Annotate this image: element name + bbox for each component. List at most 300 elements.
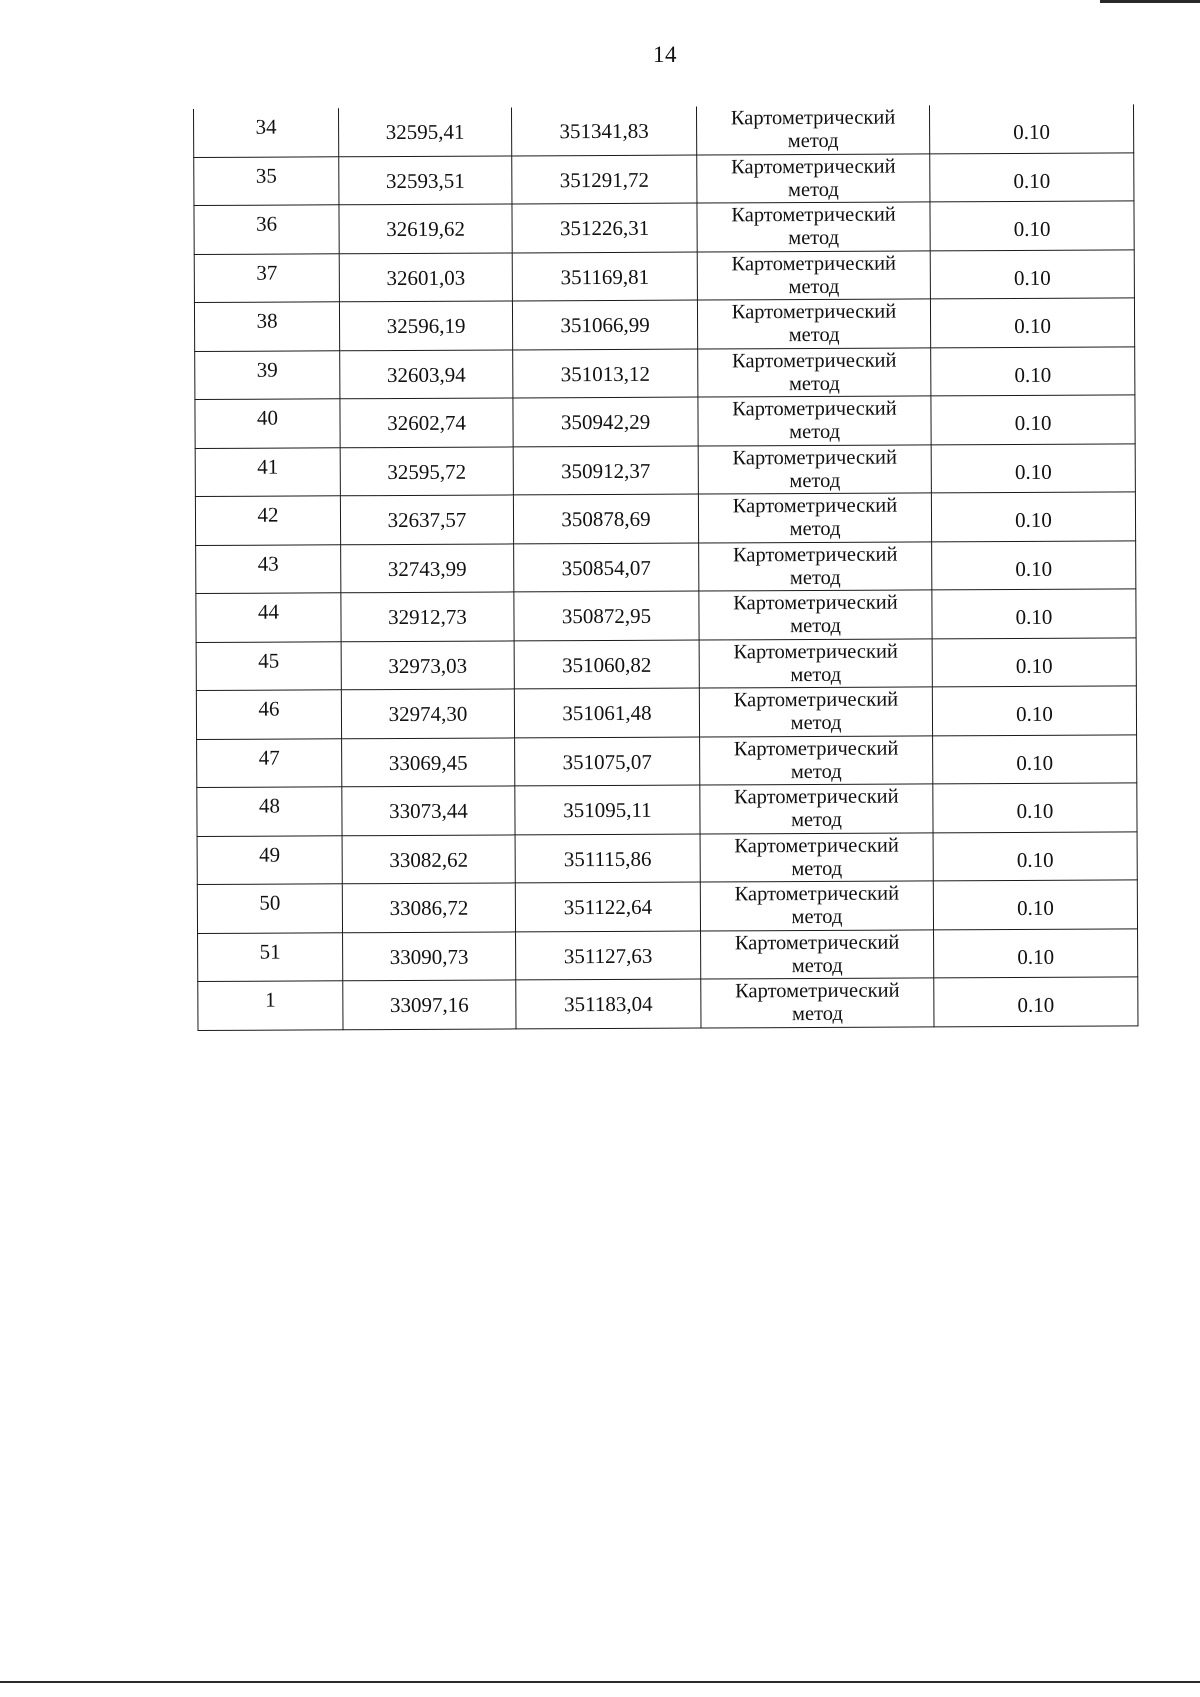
y-coordinate: 351115,86 <box>563 846 652 871</box>
y-coordinate: 351066,99 <box>560 313 650 338</box>
accuracy-value: 0.10 <box>1014 362 1052 387</box>
y-coordinate: 350878,69 <box>561 507 651 532</box>
x-coordinate-cell <box>343 931 516 980</box>
point-number-cell-content <box>194 206 338 254</box>
x-coordinate: 32593,51 <box>385 168 465 193</box>
method-line-2: метод <box>787 130 839 153</box>
y-coordinate-cell <box>513 397 698 446</box>
y-coordinate-cell <box>513 446 698 495</box>
point-number-cell-content <box>196 497 340 545</box>
accuracy-cell <box>933 880 1137 929</box>
x-coordinate-cell <box>341 592 514 641</box>
point-number-cell-content <box>196 545 340 593</box>
accuracy-cell <box>929 104 1133 153</box>
point-number-cell-content <box>195 351 339 399</box>
accuracy-value: 0.10 <box>1017 993 1055 1018</box>
y-coordinate: 351095,11 <box>563 798 652 823</box>
y-coordinate-cell-content <box>515 737 699 785</box>
method-line-2: метод <box>788 275 840 298</box>
accuracy-value: 0.10 <box>1013 168 1051 193</box>
accuracy-value: 0.10 <box>1016 896 1054 921</box>
point-number: 44 <box>257 599 280 624</box>
method-text <box>697 204 929 251</box>
y-coordinate: 350912,37 <box>561 458 651 483</box>
point-number: 34 <box>255 114 277 139</box>
accuracy-cell-content <box>932 493 1135 541</box>
method-line-2: метод <box>791 857 843 880</box>
table-row <box>195 443 1135 496</box>
y-coordinate: 351169,81 <box>560 264 650 289</box>
point-number: 42 <box>257 502 279 527</box>
method-cell <box>696 105 929 154</box>
x-coordinate: 32595,41 <box>385 119 465 145</box>
method-cell <box>699 590 932 640</box>
accuracy-value: 0.10 <box>1016 847 1054 872</box>
x-coordinate: 33097,16 <box>389 992 469 1018</box>
x-coordinate-cell-content <box>339 156 511 204</box>
y-coordinate-cell <box>515 737 700 786</box>
y-coordinate: 351061,48 <box>562 701 652 726</box>
method-text <box>700 737 932 784</box>
table-row <box>196 540 1136 593</box>
point-number-cell <box>197 884 342 933</box>
y-coordinate-cell <box>512 300 697 349</box>
accuracy-cell-content <box>934 929 1137 977</box>
method-cell <box>700 832 933 882</box>
table-row <box>196 637 1136 690</box>
method-cell-content <box>699 494 931 542</box>
method-cell-content <box>697 203 929 251</box>
x-coordinate-cell <box>339 252 512 301</box>
accuracy-cell-content <box>932 541 1135 589</box>
accuracy-cell <box>931 346 1135 395</box>
accuracy-value: 0.10 <box>1013 217 1051 242</box>
y-coordinate: 350872,95 <box>561 604 652 629</box>
point-number-cell-content <box>197 788 341 836</box>
y-coordinate-cell <box>515 785 700 834</box>
x-coordinate: 32602,74 <box>387 410 466 436</box>
point-number-cell-content <box>196 594 340 642</box>
table-row <box>196 589 1136 642</box>
accuracy-cell-content <box>931 396 1134 444</box>
y-coordinate-cell-content <box>513 301 697 349</box>
method-cell <box>697 299 930 349</box>
accuracy-cell <box>930 201 1134 250</box>
point-number: 47 <box>258 745 280 770</box>
method-cell-content <box>698 397 930 445</box>
table-row <box>197 783 1137 836</box>
accuracy-value: 0.10 <box>1016 750 1054 775</box>
method-line-2: метод <box>790 712 842 735</box>
method-line-1: Картометрический <box>731 155 896 179</box>
point-number: 40 <box>256 405 279 430</box>
point-number: 1 <box>265 987 276 1012</box>
accuracy-value: 0.10 <box>1013 120 1051 145</box>
y-coordinate-cell <box>512 155 697 204</box>
method-cell-content <box>697 154 929 202</box>
point-number-cell <box>195 447 340 496</box>
method-cell <box>697 202 930 252</box>
method-cell-content <box>698 251 930 299</box>
method-line-1: Картометрический <box>731 203 896 227</box>
x-coordinate-cell-content <box>343 932 515 980</box>
y-coordinate-cell <box>515 882 700 931</box>
x-coordinate-cell-content <box>343 835 515 883</box>
accuracy-cell <box>931 395 1135 444</box>
y-coordinate-cell <box>514 688 699 737</box>
y-coordinate-cell-content <box>512 155 696 203</box>
method-line-1: Картометрический <box>733 640 898 664</box>
table-row <box>195 492 1135 545</box>
y-coordinate-cell-content <box>515 640 699 688</box>
y-coordinate-cell-content <box>513 252 697 300</box>
point-number-cell <box>196 641 341 690</box>
accuracy-cell <box>933 734 1137 783</box>
point-number-cell-content <box>198 885 342 933</box>
accuracy-cell <box>932 589 1136 638</box>
accuracy-cell-content <box>931 347 1134 395</box>
method-cell <box>699 687 932 737</box>
x-coordinate-cell <box>341 543 514 592</box>
method-line-2: метод <box>790 615 842 638</box>
accuracy-value: 0.10 <box>1014 411 1052 436</box>
y-coordinate: 351291,72 <box>559 167 650 192</box>
method-text <box>700 786 932 833</box>
point-number: 50 <box>259 890 281 915</box>
point-number-cell <box>197 787 342 836</box>
accuracy-cell-content <box>932 590 1135 638</box>
y-coordinate-cell-content <box>513 349 697 397</box>
y-coordinate: 351122,64 <box>563 895 653 920</box>
method-cell <box>701 978 934 1028</box>
method-cell <box>698 493 931 543</box>
point-number-cell-content <box>194 109 338 157</box>
accuracy-cell <box>934 977 1138 1026</box>
point-number: 51 <box>259 939 281 964</box>
x-coordinate-cell-content <box>340 350 512 398</box>
y-coordinate: 351060,82 <box>562 652 652 677</box>
y-coordinate-cell-content <box>515 689 699 737</box>
method-text <box>699 446 931 493</box>
point-number-cell-content <box>197 642 341 690</box>
method-cell-content <box>701 833 933 881</box>
x-coordinate-cell-content <box>342 641 514 689</box>
x-coordinate-cell <box>340 446 513 495</box>
coordinates-table-body <box>194 104 1138 1030</box>
y-coordinate-cell <box>513 494 698 543</box>
point-number-cell-content <box>197 739 341 787</box>
method-text <box>701 931 933 978</box>
x-coordinate-cell <box>342 834 515 883</box>
method-text <box>698 398 930 445</box>
point-number: 48 <box>258 793 280 818</box>
method-line-2: метод <box>791 906 843 929</box>
accuracy-cell <box>930 249 1134 298</box>
x-coordinate-cell-content <box>343 884 515 932</box>
point-number-cell <box>196 593 341 642</box>
point-number: 38 <box>256 308 278 333</box>
x-coordinate-cell <box>342 786 515 835</box>
y-coordinate: 351226,31 <box>559 216 650 241</box>
y-coordinate-cell-content <box>516 883 700 931</box>
method-cell-content <box>701 979 933 1027</box>
accuracy-cell-content <box>930 202 1133 250</box>
x-coordinate: 33082,62 <box>389 847 469 872</box>
point-number-cell-content <box>198 933 342 981</box>
y-coordinate-cell-content <box>512 107 696 155</box>
method-cell <box>700 881 933 931</box>
x-coordinate-cell-content <box>340 253 512 301</box>
accuracy-value: 0.10 <box>1013 265 1051 290</box>
accuracy-value: 0.10 <box>1017 944 1055 969</box>
x-coordinate-cell-content <box>343 981 515 1029</box>
y-coordinate-cell <box>512 203 697 252</box>
x-coordinate: 33086,72 <box>389 895 469 921</box>
method-cell <box>697 250 930 300</box>
point-number-cell-content <box>198 982 342 1030</box>
y-coordinate: 351013,12 <box>560 361 650 386</box>
method-cell <box>699 638 932 688</box>
x-coordinate: 32974,30 <box>388 701 468 727</box>
x-coordinate-cell <box>339 204 512 253</box>
y-coordinate-cell-content <box>512 204 696 252</box>
y-coordinate: 351075,07 <box>562 749 652 774</box>
method-text <box>700 640 932 687</box>
table-row <box>194 201 1134 254</box>
method-line-1: Картометрический <box>732 397 897 421</box>
y-coordinate-cell <box>515 834 700 883</box>
y-coordinate-cell-content <box>514 592 698 640</box>
point-number: 37 <box>256 260 278 285</box>
method-cell <box>697 153 930 203</box>
accuracy-cell-content <box>931 299 1134 347</box>
point-number-cell-content <box>195 400 339 448</box>
x-coordinate-cell <box>338 107 511 156</box>
table-row <box>195 346 1135 399</box>
y-coordinate-cell-content <box>514 543 698 591</box>
method-text <box>701 834 933 881</box>
y-coordinate-cell <box>514 640 699 689</box>
y-coordinate: 351183,04 <box>564 992 653 1017</box>
y-coordinate-cell <box>516 979 701 1028</box>
y-coordinate: 351127,63 <box>563 943 653 968</box>
method-text <box>699 543 931 590</box>
table-row <box>197 831 1137 884</box>
y-coordinate-cell <box>514 591 699 640</box>
point-number: 35 <box>255 163 277 188</box>
y-coordinate-cell-content <box>516 834 700 882</box>
x-coordinate-cell <box>340 398 513 447</box>
point-number-cell-content <box>197 691 341 739</box>
y-coordinate-cell-content <box>516 980 700 1028</box>
x-coordinate: 32595,72 <box>387 459 467 484</box>
method-cell-content <box>698 348 930 396</box>
page-number: 14 <box>653 42 677 67</box>
accuracy-cell-content <box>933 784 1136 832</box>
accuracy-cell <box>933 831 1137 880</box>
method-line-1: Картометрический <box>734 785 899 809</box>
method-line-2: метод <box>789 469 841 492</box>
method-line-1: Картометрический <box>732 446 897 470</box>
method-line-2: метод <box>790 809 842 832</box>
x-coordinate-cell <box>340 349 513 398</box>
accuracy-value: 0.10 <box>1015 605 1053 630</box>
y-coordinate-cell <box>513 349 698 398</box>
x-coordinate-cell-content <box>341 447 513 495</box>
method-text <box>698 301 930 348</box>
accuracy-cell <box>934 928 1138 977</box>
point-number: 39 <box>256 357 278 382</box>
table-row <box>198 928 1138 981</box>
method-text <box>700 689 932 736</box>
point-number: 36 <box>256 211 278 236</box>
x-coordinate: 32603,94 <box>386 362 466 387</box>
y-coordinate-cell-content <box>514 495 698 543</box>
method-line-1: Картометрический <box>733 688 899 712</box>
method-line-1: Картометрический <box>734 931 900 955</box>
point-number-cell <box>198 932 343 981</box>
method-cell <box>700 784 933 834</box>
method-text <box>697 107 929 154</box>
point-number-cell <box>197 835 342 884</box>
accuracy-cell-content <box>933 687 1136 735</box>
accuracy-cell <box>932 637 1136 686</box>
y-coordinate-cell-content <box>515 786 699 834</box>
accuracy-cell <box>932 540 1136 589</box>
x-coordinate-cell <box>341 689 514 738</box>
x-coordinate: 32601,03 <box>386 265 466 290</box>
method-cell <box>701 929 934 979</box>
y-coordinate: 350854,07 <box>561 555 651 580</box>
accuracy-cell <box>932 686 1136 735</box>
point-number-cell <box>195 350 340 399</box>
point-number-cell <box>194 302 339 351</box>
point-number: 41 <box>257 454 279 479</box>
point-number-cell-content <box>194 157 338 205</box>
method-text <box>699 495 931 542</box>
x-coordinate: 32743,99 <box>387 556 467 581</box>
table-row <box>196 686 1136 739</box>
method-line-1: Картометрический <box>732 543 898 567</box>
point-number-cell-content <box>195 254 339 302</box>
table-row <box>194 104 1134 157</box>
accuracy-value: 0.10 <box>1015 508 1052 533</box>
accuracy-value: 0.10 <box>1016 799 1054 824</box>
method-line-1: Картометрический <box>731 300 897 324</box>
method-line-2: метод <box>788 227 840 250</box>
accuracy-cell <box>931 492 1135 541</box>
method-line-1: Картометрический <box>734 882 900 906</box>
method-cell <box>700 735 933 785</box>
x-coordinate-cell-content <box>341 593 513 641</box>
method-text <box>697 155 929 202</box>
accuracy-cell-content <box>931 250 1134 298</box>
point-number: 49 <box>259 842 281 867</box>
y-coordinate: 350942,29 <box>560 410 651 435</box>
point-number: 45 <box>258 648 280 673</box>
coordinates-table <box>193 104 1138 1030</box>
x-coordinate-cell <box>343 980 516 1029</box>
x-coordinate-cell-content <box>342 787 514 835</box>
method-line-1: Картометрический <box>731 252 897 276</box>
point-number: 46 <box>258 696 280 721</box>
method-cell-content <box>700 736 932 784</box>
table-row <box>197 880 1137 933</box>
x-coordinate: 32637,57 <box>387 507 467 533</box>
table-row <box>194 249 1134 302</box>
method-line-1: Картометрический <box>733 737 899 761</box>
x-coordinate: 33090,73 <box>389 944 469 969</box>
y-coordinate-cell <box>514 543 699 592</box>
x-coordinate-cell-content <box>339 205 511 253</box>
accuracy-cell-content <box>934 881 1137 929</box>
x-coordinate: 33073,44 <box>389 798 468 824</box>
method-cell-content <box>698 300 930 348</box>
x-coordinate-cell-content <box>340 302 512 350</box>
x-coordinate-cell <box>339 301 512 350</box>
method-text <box>701 980 933 1027</box>
method-cell-content <box>697 106 929 154</box>
y-coordinate-cell <box>512 252 697 301</box>
point-number-cell <box>198 981 343 1030</box>
accuracy-cell-content <box>933 735 1136 783</box>
x-coordinate-cell <box>342 737 515 786</box>
method-line-2: метод <box>791 954 843 977</box>
table-row <box>197 734 1137 787</box>
point-number-cell <box>194 253 339 302</box>
method-line-1: Картометрический <box>730 106 896 130</box>
x-coordinate-cell-content <box>341 496 513 544</box>
point-number: 43 <box>257 551 279 576</box>
y-coordinate-cell <box>511 107 696 156</box>
point-number-cell <box>194 205 339 254</box>
point-number-cell <box>197 738 342 787</box>
point-number-cell <box>194 156 339 205</box>
point-number-cell <box>196 544 341 593</box>
table-row <box>195 395 1135 448</box>
accuracy-cell <box>930 298 1134 347</box>
scan-edge-bottom <box>0 1681 1200 1683</box>
method-cell <box>699 541 932 591</box>
accuracy-cell-content <box>932 444 1135 492</box>
method-cell <box>698 396 931 446</box>
method-line-2: метод <box>790 663 842 686</box>
method-line-2: метод <box>789 421 841 444</box>
point-number-cell-content <box>196 448 340 496</box>
point-number-cell <box>195 399 340 448</box>
method-line-2: метод <box>789 566 841 589</box>
method-line-2: метод <box>788 372 840 395</box>
x-coordinate-cell <box>341 640 514 689</box>
method-line-1: Картометрический <box>734 834 899 858</box>
x-coordinate: 32912,73 <box>388 604 467 630</box>
x-coordinate: 32619,62 <box>386 216 466 242</box>
accuracy-cell <box>931 443 1135 492</box>
table-row <box>198 977 1138 1030</box>
accuracy-cell-content <box>930 105 1133 153</box>
accuracy-value: 0.10 <box>1014 459 1052 484</box>
table-row <box>194 298 1134 351</box>
y-coordinate-cell-content <box>516 931 700 979</box>
method-line-2: метод <box>788 324 840 347</box>
method-cell-content <box>701 882 933 930</box>
method-cell-content <box>699 591 931 639</box>
y-coordinate-cell-content <box>513 398 697 446</box>
x-coordinate-cell <box>339 155 512 204</box>
table-row <box>194 152 1134 205</box>
method-cell-content <box>700 639 932 687</box>
method-line-2: метод <box>787 178 839 201</box>
